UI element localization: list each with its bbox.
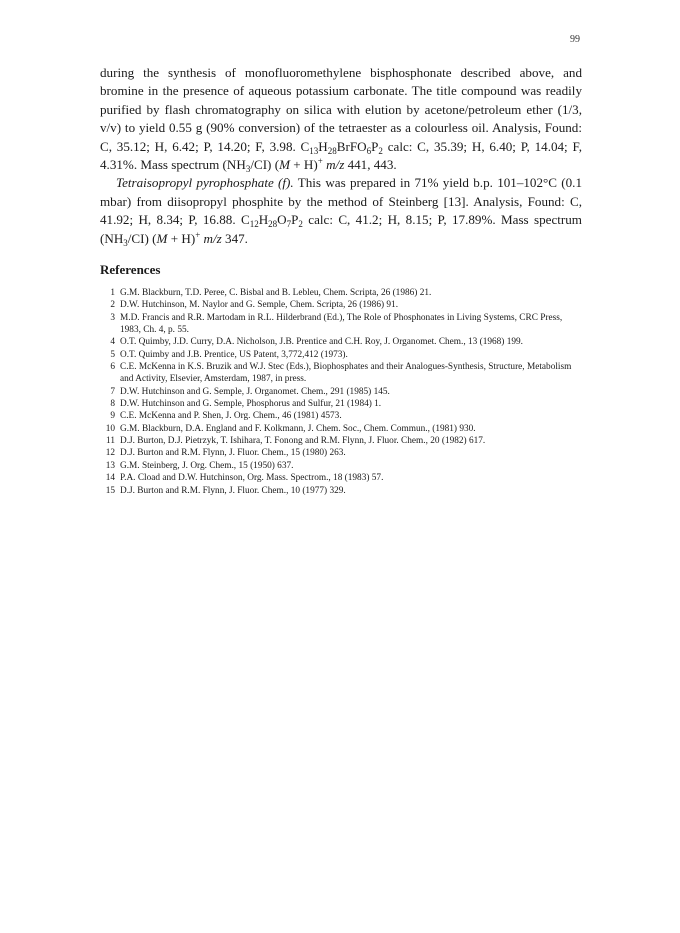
subscript: 2 (298, 219, 303, 230)
reference-list (100, 287, 584, 497)
reference-number: 4 (110, 337, 115, 348)
subscript: 3 (123, 237, 128, 248)
reference-number: 12 (105, 448, 115, 459)
reference-text: P.A. Cload and D.W. Hutchinson, Org. Mass. Spectrom., 18 (1983) 57. (120, 473, 384, 484)
paragraph-tetraester (100, 64, 582, 174)
text-run: H (318, 138, 328, 154)
subscript: 13 (309, 145, 319, 156)
reference-number: 8 (110, 399, 115, 410)
subscript: 12 (249, 219, 259, 230)
reference-number: 15 (105, 485, 115, 496)
reference-item (100, 349, 584, 361)
reference-item (100, 287, 584, 299)
subscript: 6 (366, 145, 372, 156)
reference-text: G.M. Steinberg, J. Org. Chem., 15 (1950) 637. (120, 460, 294, 471)
text-run: P (291, 212, 299, 228)
reference-number: 6 (110, 362, 115, 373)
text-run: /CI) ( (250, 157, 280, 173)
italic-text: M (279, 157, 290, 173)
reference-number: 1 (110, 288, 115, 298)
references-heading: References (100, 262, 161, 277)
reference-item (100, 485, 584, 497)
reference-item (100, 460, 584, 472)
text-run: BrFO (336, 138, 367, 154)
text-run: /CI) ( (127, 230, 157, 246)
text-run: P (371, 138, 379, 154)
reference-item (100, 361, 584, 386)
text-run: + H) (289, 157, 318, 173)
superscript: + (195, 229, 201, 240)
reference-text: D.W. Hutchinson and G. Semple, J. Organomet. Chem., 291 (1985) 145. (120, 386, 390, 397)
superscript: + (317, 156, 323, 167)
reference-number: 10 (105, 423, 115, 434)
reference-item (100, 299, 584, 311)
reference-text: D.J. Burton and R.M. Flynn, J. Fluor. Chem., 15 (1980) 263. (120, 448, 346, 459)
compound-title: Tetraisopropyl pyrophosphate (f). (116, 175, 294, 191)
reference-number: 11 (106, 436, 115, 447)
reference-item (100, 472, 584, 484)
subscript: 3 (245, 164, 251, 175)
reference-number: 2 (110, 300, 115, 311)
reference-item (100, 312, 584, 337)
text-run: This was prepared in 71% yield b.p. 101–102°C (0.1 mbar) from diisopropyl phosphite by the method of Steinberg [13]. Analysis, Found: C, 41.92; H, 8.34; P, 16.88. C (100, 175, 583, 228)
reference-text: G.M. Blackburn, D.A. England and F. Kolkmann, J. Chem. Soc., Chem. Commun., (1981) 930. (120, 423, 476, 434)
reference-text: D.J. Burton and R.M. Flynn, J. Fluor. Chem., 10 (1977) 329. (120, 485, 346, 496)
reference-number: 9 (110, 411, 115, 422)
reference-text: D.J. Burton, D.J. Pietrzyk, T. Ishihara, T. Fonong and R.M. Flynn, J. Fluor. Chem., 20 (1982) 617. (120, 436, 486, 447)
reference-text: O.T. Quimby, J.D. Curry, D.A. Nicholson, J.B. Prentice and C.H. Roy, J. Organomet. Chem., 13 (1968) 199. (120, 337, 524, 348)
reference-number: 13 (105, 460, 115, 471)
text-run: + H) (167, 230, 196, 246)
text-run: calc: C, 41.2; H, 8.15; P, 17.89%. Mass spectrum (NH (100, 212, 582, 246)
reference-number: 3 (110, 312, 115, 323)
text-run: H (258, 212, 269, 228)
page-number: 99 (570, 34, 580, 45)
italic-text: m/z (203, 230, 222, 246)
subscript: 2 (378, 145, 383, 156)
subscript: 28 (327, 145, 337, 156)
reference-number: 14 (105, 473, 115, 484)
reference-text: C.E. McKenna and P. Shen, J. Org. Chem., 46 (1981) 4573. (120, 411, 342, 422)
reference-item (100, 398, 584, 410)
paragraph-pyrophosphate (100, 174, 582, 248)
reference-item (100, 435, 584, 447)
reference-text: M.D. Francis and R.R. Martodam in R.L. Hilderbrand (Ed.), The Role of Phosphonates in Living Systems, CRC Press, 1983, Ch. 4, p. 55. (120, 312, 563, 336)
text-run: during the synthesis of monofluoromethylene bisphosphonate described above, and bromine in the presence of aqueous potassium carbonate. The title compound was readily purified by flash chromatography on silica with elution by acetone/petroleum ether (1/3, v/v) to yield 0.55 g (90% conversion) of the tetraester as a colourless oil. Analysis, Found: C, 35.12; H, 6.42; P, 14.20; F, 3.98. C (100, 65, 582, 154)
text-run: 441, 443. (344, 157, 397, 173)
reference-text: C.E. McKenna in K.S. Bruzik and W.J. Stec (Eds.), Biophosphates and their Analogues-Synthesis, Structure, Metabolism and Activity, Elsevier, Amsterdam, 1987, in press. (120, 362, 572, 385)
text-run: 347. (221, 230, 248, 246)
italic-text: M (156, 230, 168, 246)
reference-text: O.T. Quimby and J.B. Prentice, US Patent, 3,772,412 (1973). (120, 349, 348, 360)
reference-text: G.M. Blackburn, T.D. Peree, C. Bisbal and B. Lebleu, Chem. Scripta, 26 (1986) 21. (120, 288, 432, 298)
text-run: calc: C, 35.39; H, 6.40; P, 14.04; F, 4.31%. Mass spectrum (NH (100, 138, 582, 173)
reference-item (100, 336, 584, 348)
reference-number: 7 (110, 386, 115, 397)
subscript: 7 (286, 219, 292, 230)
italic-text: m/z (326, 157, 345, 173)
body-text (100, 64, 582, 248)
reference-item (100, 423, 584, 435)
reference-text: D.W. Hutchinson and G. Semple, Phosphorus and Sulfur, 21 (1984) 1. (120, 399, 382, 410)
reference-number: 5 (110, 349, 115, 360)
reference-item (100, 447, 584, 459)
subscript: 28 (268, 219, 278, 230)
reference-item (100, 386, 584, 398)
reference-item (100, 410, 584, 422)
reference-text: D.W. Hutchinson, M. Naylor and G. Semple, Chem. Scripta, 26 (1986) 91. (120, 300, 399, 311)
text-run: O (277, 212, 287, 228)
